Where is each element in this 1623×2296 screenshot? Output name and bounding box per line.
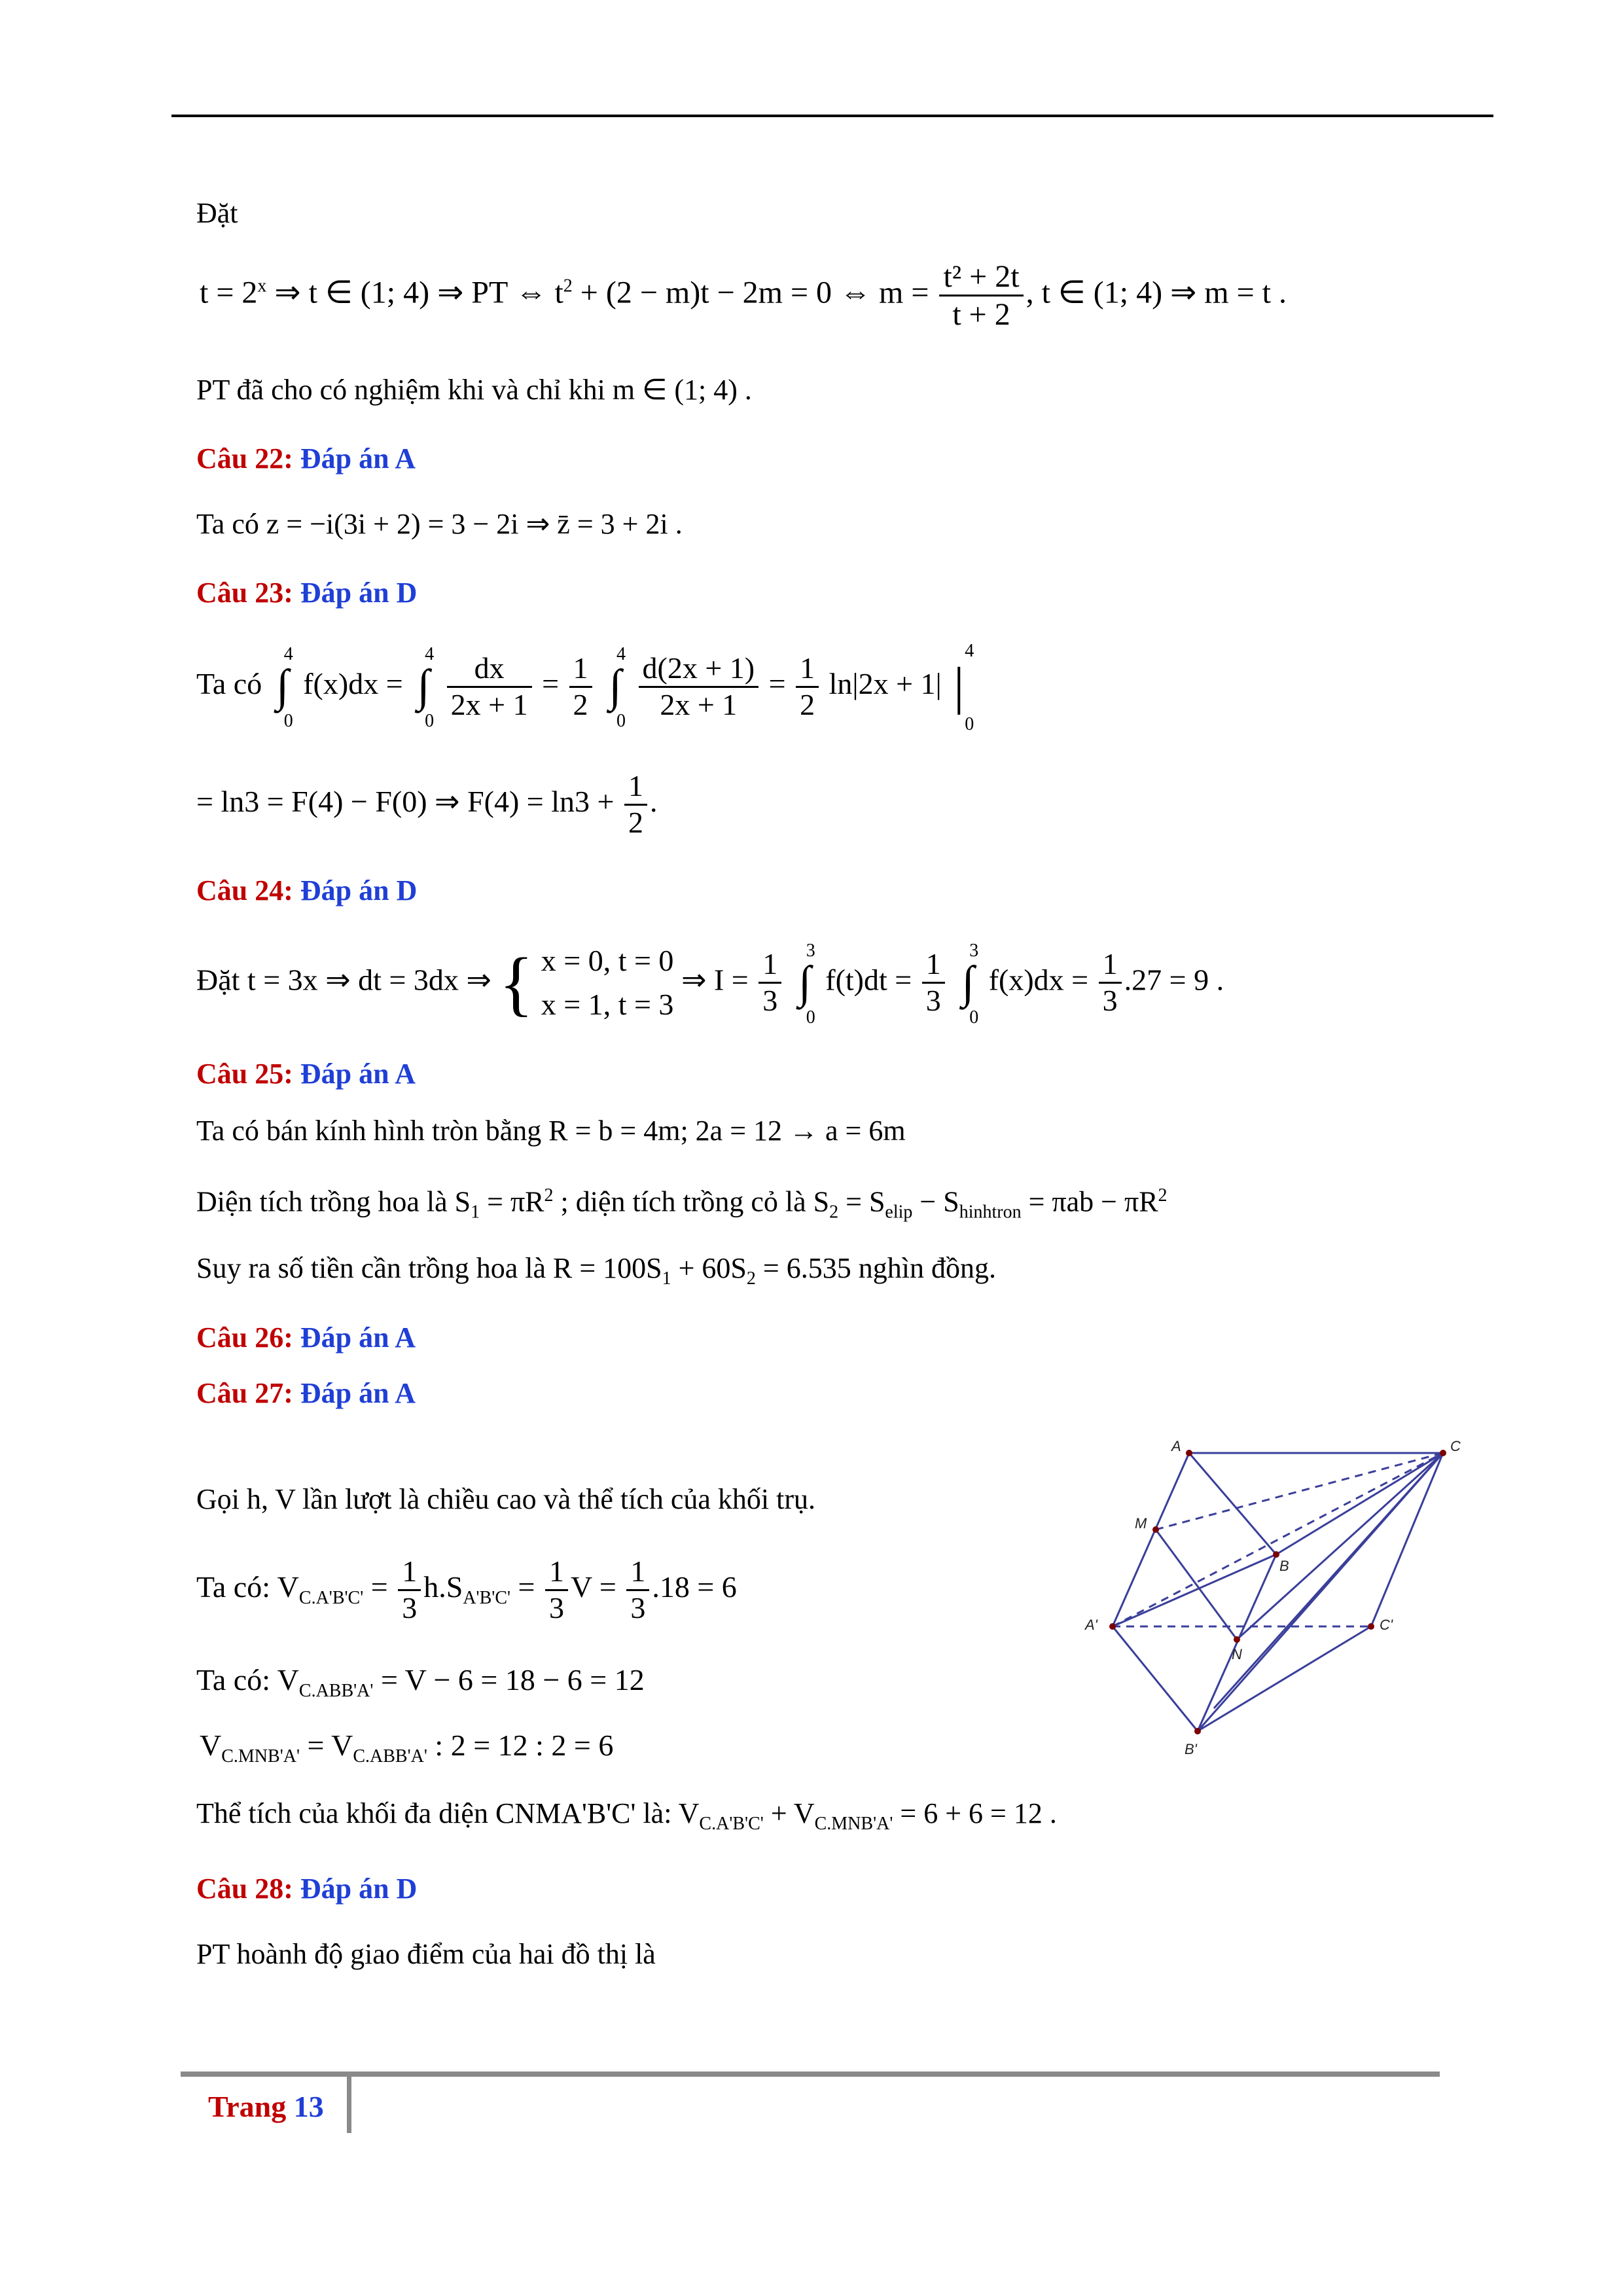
area-p1: Diện tích trồng hoa là S — [196, 1185, 471, 1218]
q24-number: Câu 24: — [196, 874, 293, 906]
total-plus: + V — [763, 1797, 815, 1829]
q25-answer: Đáp án A — [300, 1058, 416, 1090]
v1-h: h.S — [423, 1570, 463, 1604]
q24-answer: Đáp án D — [300, 874, 418, 906]
half2-den: 2 — [800, 687, 815, 721]
result23-den: 2 — [628, 805, 643, 839]
v1-eq2: = — [510, 1570, 535, 1604]
third1-num: 1 — [758, 947, 781, 984]
question-26-heading — [196, 1321, 416, 1354]
edge-a1b1 — [1113, 1626, 1198, 1731]
area-s1: 1 — [471, 1202, 480, 1223]
s24-prefix: Đặt t = 3x ⇒ dt = 3dx ⇒ — [196, 963, 491, 997]
solution-22: Ta có z = −i(3i + 2) = 3 − 2i ⇒ z̄ = 3 + 2i . — [196, 508, 683, 540]
area-elip: elip — [885, 1202, 913, 1223]
third2-den: 3 — [925, 984, 941, 1018]
v1-frac-1 — [398, 1554, 421, 1626]
q22-number: Câu 22: — [196, 442, 293, 475]
eq1-fraction — [939, 259, 1023, 332]
v1-frac-2 — [545, 1554, 568, 1626]
area-p6: = πab − πR — [1021, 1185, 1158, 1218]
question-22-heading — [196, 442, 416, 475]
q26-number: Câu 26: — [196, 1321, 293, 1354]
q27-answer: Đáp án A — [300, 1377, 416, 1409]
integral-24-2: ∫ 3 0 — [961, 940, 979, 1028]
solution-28-intro: PT hoành độ giao điểm của hai đồ thị là — [196, 1938, 656, 1970]
integral-24-1: ∫ 3 0 — [798, 940, 815, 1028]
dat-label: Đặt — [196, 197, 238, 229]
result23-end: . — [649, 784, 658, 818]
frac-half-1 — [569, 651, 592, 723]
page-number — [208, 2089, 324, 2124]
v2-sub1: C.ABB'A' — [298, 1681, 374, 1702]
integral-sign-1: ∫ 4 0 — [276, 644, 293, 732]
int2-upper: 4 — [425, 644, 435, 665]
ln-expression: ln|2x + 1| — [829, 666, 942, 700]
solution-25-area — [196, 1185, 1168, 1223]
label-a: A — [1171, 1438, 1181, 1454]
i24a-upper: 3 — [806, 940, 815, 961]
int3-upper: 4 — [616, 644, 626, 665]
s24-end: .27 = 9 . — [1124, 963, 1224, 997]
integral-sign-2: ∫ 4 0 — [417, 644, 435, 732]
v2-prefix: Ta có: V — [196, 1663, 299, 1696]
label-n: N — [1232, 1646, 1242, 1662]
area-p2: = πR — [480, 1185, 544, 1218]
half2-num: 1 — [796, 651, 819, 688]
i24a-lower: 0 — [806, 1007, 815, 1028]
label-c: C — [1450, 1438, 1461, 1454]
v1-v: V = — [571, 1570, 616, 1604]
area-e6: 2 — [1158, 1185, 1168, 1206]
footer-rule — [181, 2072, 1440, 2077]
label-m: M — [1135, 1515, 1147, 1532]
i24b-lower: 0 — [969, 1007, 979, 1028]
q28-number: Câu 28: — [196, 1873, 293, 1905]
solution-27-intro: Gọi h, V lần lượt là chiều cao và thể tích của khối trụ. — [196, 1483, 816, 1515]
solution-25-radius: Ta có bán kính hình tròn bằng R = b = 4m; 2a = 12 → a = 6m — [196, 1115, 906, 1147]
total-prefix: Thể tích của khối đa diện CNMA'B'C' là: V — [196, 1797, 700, 1829]
eq1-mid1: ⇒ t ∈ (1; 4) ⇒ PT ⇔ t — [266, 275, 563, 310]
frac-d2x — [639, 651, 759, 723]
eval-lower: 0 — [965, 714, 974, 735]
v1f2-num: 1 — [545, 1554, 568, 1591]
frac-third-2 — [922, 947, 945, 1018]
v1-frac-3 — [626, 1554, 649, 1626]
cost-p1: Suy ra số tiền cần trồng hoa là R = 100S — [196, 1252, 662, 1284]
prism-figure — [1080, 1430, 1499, 1770]
v1-sub1: C.A'B'C' — [298, 1588, 364, 1609]
area-s2: 2 — [829, 1202, 839, 1223]
eq1-frac-den: t + 2 — [952, 297, 1010, 332]
v1-eq: = — [363, 1570, 388, 1604]
question-23-heading — [196, 576, 417, 609]
q27-number: Câu 27: — [196, 1377, 293, 1409]
total-rest: = 6 + 6 = 12 . — [893, 1797, 1057, 1829]
label-a1: A' — [1085, 1617, 1097, 1633]
result23-num: 1 — [624, 769, 647, 806]
v1-prefix: Ta có: V — [196, 1570, 299, 1604]
s24-mid: ⇒ I = — [681, 963, 749, 997]
third2-num: 1 — [922, 947, 945, 984]
solution-25-cost — [196, 1251, 996, 1289]
frac-dx — [447, 651, 532, 723]
v3-eq: = V — [300, 1729, 353, 1762]
eq-sign-1: = — [542, 666, 560, 700]
half1-num: 1 — [569, 651, 592, 688]
label-b: B — [1279, 1558, 1289, 1574]
frac-dx-den: 2x + 1 — [450, 687, 528, 721]
cost-p3: = 6.535 nghìn đồng. — [755, 1252, 996, 1284]
int3-lower: 0 — [616, 711, 626, 732]
v3-sub2: C.ABB'A' — [353, 1746, 427, 1767]
solution-27-volume-1 — [196, 1554, 737, 1626]
cost-p2: + 60S — [671, 1252, 747, 1284]
q28-answer: Đáp án D — [300, 1873, 418, 1905]
frac-third-3 — [1099, 947, 1122, 1018]
eq1-mid2: + (2 − m)t − 2m = 0 ⇔ m = — [572, 275, 929, 310]
s24-fx: f(x)dx = — [988, 963, 1089, 997]
edge-bc — [1276, 1453, 1443, 1554]
solution-27-volume-2 — [196, 1662, 645, 1702]
area-p5: − S — [912, 1185, 959, 1218]
solution-27-volume-3 — [200, 1728, 613, 1767]
half1-den: 2 — [573, 687, 588, 721]
q26-answer: Đáp án A — [300, 1321, 416, 1354]
question-27-heading — [196, 1376, 416, 1410]
edge-cc1 — [1371, 1453, 1443, 1626]
frac-half-2 — [796, 651, 819, 723]
system-line-2: x = 1, t = 3 — [541, 987, 674, 1021]
v1f3-den: 3 — [630, 1590, 646, 1624]
total-sub2: C.MNB'A' — [814, 1813, 893, 1834]
third1-den: 3 — [762, 984, 778, 1018]
v1-end: .18 = 6 — [652, 1570, 737, 1604]
pt-condition-line: PT đã cho có nghiệm khi và chỉ khi m ∈ (1; 4) . — [196, 374, 752, 406]
segment-a1b — [1113, 1554, 1276, 1626]
q25-number: Câu 25: — [196, 1058, 293, 1090]
v1f1-den: 3 — [402, 1590, 418, 1624]
v1f2-den: 3 — [549, 1590, 564, 1624]
solution-27-total — [196, 1797, 1057, 1835]
v3-v: V — [200, 1729, 222, 1762]
area-p3: ; diện tích trồng cỏ là S — [553, 1185, 830, 1218]
eq1-exp: x — [257, 276, 267, 296]
frac-d2x-den: 2x + 1 — [660, 687, 738, 721]
segment-cn — [1237, 1453, 1443, 1640]
system-line-1: x = 0, t = 0 — [541, 944, 674, 977]
frac-result-23 — [624, 769, 647, 840]
evaluation-bar: | 4 0 — [954, 641, 974, 735]
q22-answer: Đáp án A — [300, 442, 416, 475]
v3-sub1: C.MNB'A' — [221, 1746, 300, 1767]
edge-ab — [1189, 1453, 1276, 1554]
s24-ft: f(t)dt = — [825, 963, 912, 997]
frac-dx-num: dx — [447, 651, 532, 688]
eval-upper: 4 — [965, 641, 974, 662]
solution-23-integral — [196, 641, 974, 735]
result-23-text: = ln3 = F(4) − F(0) ⇒ F(4) = ln3 + — [196, 784, 615, 818]
v2-rest: = V − 6 = 18 − 6 = 12 — [373, 1663, 645, 1696]
label-c1: C' — [1380, 1617, 1393, 1633]
frac-d2x-num: d(2x + 1) — [639, 651, 759, 688]
v1f1-num: 1 — [398, 1554, 421, 1591]
cost-s1: 1 — [662, 1268, 671, 1289]
question-25-heading — [196, 1057, 416, 1090]
footer-vertical-rule — [347, 2074, 351, 2133]
edge-aa1 — [1113, 1453, 1189, 1626]
ta-co-label: Ta có — [196, 666, 262, 700]
eq1-tail: , t ∈ (1; 4) ⇒ m = t . — [1026, 275, 1287, 310]
eq1-frac-num: t² + 2t — [939, 259, 1023, 296]
question-24-heading — [196, 874, 417, 907]
area-hinhtron: hinhtron — [959, 1202, 1022, 1223]
v1-sub2: A'B'C' — [463, 1588, 511, 1609]
system-block — [541, 939, 674, 1026]
int2-lower: 0 — [425, 711, 435, 732]
trang-label: Trang — [208, 2090, 287, 2123]
area-p4: = S — [838, 1185, 885, 1218]
v3-rest: : 2 = 12 : 2 = 6 — [427, 1729, 614, 1762]
int1-upper: 4 — [283, 644, 293, 665]
q23-answer: Đáp án D — [300, 577, 418, 609]
eq1-lhs: t = 2 — [200, 275, 258, 310]
frac-third-1 — [758, 947, 781, 1018]
eq1-sq: 2 — [563, 276, 573, 296]
system-brace: { — [499, 942, 534, 1023]
equation-substitution — [200, 259, 1287, 332]
question-28-heading — [196, 1872, 417, 1905]
solution-23-result — [196, 769, 657, 840]
integrand-1: f(x)dx = — [303, 666, 403, 700]
eq-sign-2: = — [768, 666, 786, 700]
cost-s2: 2 — [746, 1268, 756, 1289]
int1-lower: 0 — [283, 711, 293, 732]
area-e2: 2 — [544, 1185, 554, 1206]
v1f3-num: 1 — [626, 1554, 649, 1591]
segment-mn — [1156, 1530, 1237, 1640]
header-rule — [171, 115, 1493, 117]
segment-c-inner — [1214, 1453, 1443, 1708]
q23-number: Câu 23: — [196, 577, 293, 609]
solution-24 — [196, 939, 1224, 1026]
total-sub1: C.A'B'C' — [699, 1813, 764, 1834]
edge-b1c1 — [1198, 1626, 1371, 1731]
label-b1: B' — [1185, 1741, 1197, 1757]
third3-den: 3 — [1102, 984, 1118, 1018]
page-number-value: 13 — [293, 2090, 324, 2123]
third3-num: 1 — [1099, 947, 1122, 984]
integral-sign-3: ∫ 4 0 — [609, 644, 626, 732]
i24b-upper: 3 — [969, 940, 979, 961]
